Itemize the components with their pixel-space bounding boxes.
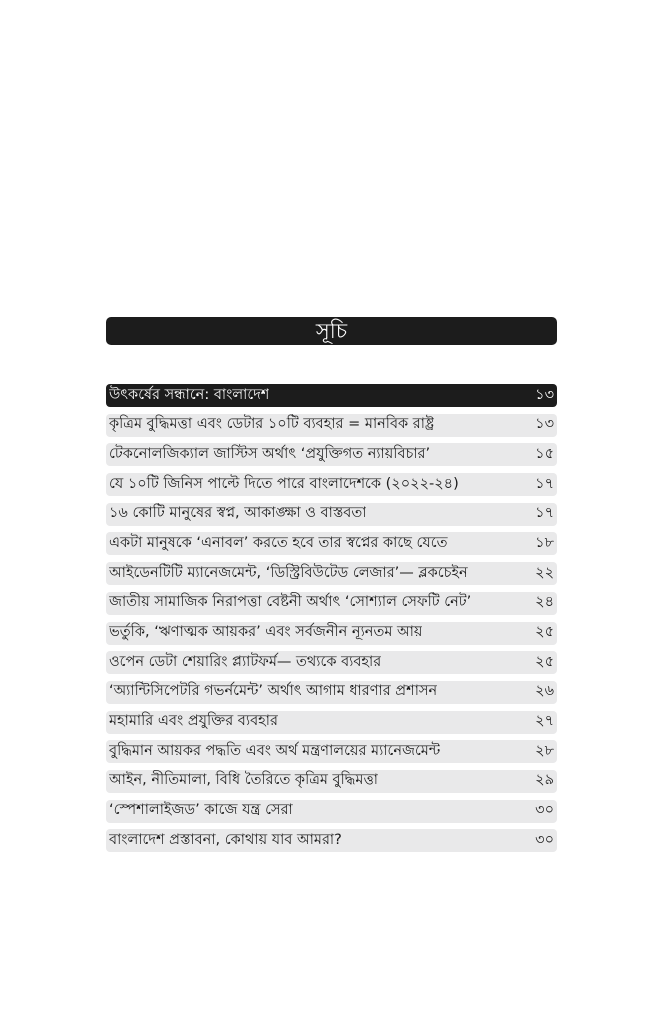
toc-entry-page: ২৮ xyxy=(535,742,554,759)
toc-entry-page: ১৩ xyxy=(535,386,554,403)
toc-entry[interactable] xyxy=(106,770,557,793)
toc-entry-label: ‘স্পেশালাইজড’ কাজে যন্ত্র সেরা xyxy=(109,802,293,819)
toc-entry-page: ১৫ xyxy=(535,445,554,462)
toc-entry-label: একটা মানুষকে ‘এনাবল’ করতে হবে তার স্বপ্নের কাছে যেতে xyxy=(109,534,448,551)
toc-title-bar xyxy=(106,317,557,345)
toc-entry-page: ২৫ xyxy=(535,653,554,670)
toc-entry-page: ১৮ xyxy=(535,534,554,551)
toc-entry[interactable] xyxy=(106,622,557,645)
table-of-contents xyxy=(106,384,557,852)
toc-entry-label: বুদ্ধিমান আয়কর পদ্ধতি এবং অর্থ মন্ত্রণালয়ের ম্যানেজমেন্ট xyxy=(109,742,441,759)
toc-entry-label: আইডেনটিটি ম্যানেজমেন্ট, ‘ডিস্ট্রিবিউটেড লেজার’— ব্লকচেইন xyxy=(109,564,468,581)
toc-entry-page: ১৭ xyxy=(535,475,554,492)
toc-entry-label: ভর্তুকি, ‘ঋণাত্মক আয়কর’ এবং সর্বজনীন ন্যূনতম আয় xyxy=(109,624,423,640)
toc-entry-page: ২২ xyxy=(535,564,554,581)
toc-entry[interactable] xyxy=(106,651,557,674)
toc-entry[interactable] xyxy=(106,414,557,437)
toc-entry-label: যে ১০টি জিনিস পাল্টে দিতে পারে বাংলাদেশকে (২০২২-২৪) xyxy=(109,475,459,492)
toc-entry[interactable] xyxy=(106,829,557,852)
toc-entry-page: ১৭ xyxy=(535,505,554,522)
toc-entry-page: ৩০ xyxy=(535,831,554,848)
toc-entry-label: জাতীয় সামাজিক নিরাপত্তা বেষ্টনী অর্থাৎ ‘সোশ্যাল সেফটি নেট’ xyxy=(109,594,472,611)
toc-entry-label: উৎকর্ষের সন্ধানে: বাংলাদেশ xyxy=(109,386,270,403)
toc-title: সূচি xyxy=(315,319,348,343)
toc-entry[interactable] xyxy=(106,473,557,496)
toc-entry[interactable] xyxy=(106,800,557,823)
toc-entry-label: আইন, নীতিমালা, বিধি তৈরিতে কৃত্রিম বুদ্ধিমত্তা xyxy=(109,772,379,789)
toc-entry-page: ২৯ xyxy=(535,772,554,789)
toc-entry-page: ২৬ xyxy=(535,683,554,700)
toc-entry[interactable] xyxy=(106,740,557,763)
toc-entry-page: ২৫ xyxy=(535,624,554,640)
toc-entry-label: ১৬ কোটি মানুষের স্বপ্ন, আকাঙ্ক্ষা ও বাস্তবতা xyxy=(109,505,367,522)
toc-entry-page: ২৭ xyxy=(535,713,554,730)
toc-entry-label: মহামারি এবং প্রযুক্তির ব্যবহার xyxy=(109,713,278,730)
toc-entry-label: ‘অ্যান্টিসিপেটরি গভর্নমেন্ট’ অর্থাৎ আগাম ধারণার প্রশাসন xyxy=(109,683,438,700)
toc-entry-label: কৃত্রিম বুদ্ধিমত্তা এবং ডেটার ১০টি ব্যবহার = মানবিক রাষ্ট্র xyxy=(109,416,435,433)
toc-entry[interactable] xyxy=(106,443,557,466)
toc-entry-label: বাংলাদেশ প্রস্তাবনা, কোথায় যাব আমরা? xyxy=(109,831,342,848)
toc-entry[interactable] xyxy=(106,592,557,615)
toc-entry-page: ১৩ xyxy=(535,416,554,433)
toc-entry[interactable] xyxy=(106,681,557,704)
toc-entry-page: ২৪ xyxy=(535,594,554,611)
toc-entry[interactable] xyxy=(106,384,557,407)
toc-entry-page: ৩০ xyxy=(535,802,554,819)
toc-entry[interactable] xyxy=(106,532,557,555)
toc-entry[interactable] xyxy=(106,711,557,734)
toc-entry-label: ওপেন ডেটা শেয়ারিং প্ল্যাটফর্ম— তথ্যকে ব্যবহার xyxy=(109,653,382,670)
toc-entry-label: টেকনোলজিক্যাল জাস্টিস অর্থাৎ ‘প্রযুক্তিগত ন্যায়বিচার’ xyxy=(109,445,431,462)
toc-entry[interactable] xyxy=(106,562,557,585)
toc-entry[interactable] xyxy=(106,503,557,526)
